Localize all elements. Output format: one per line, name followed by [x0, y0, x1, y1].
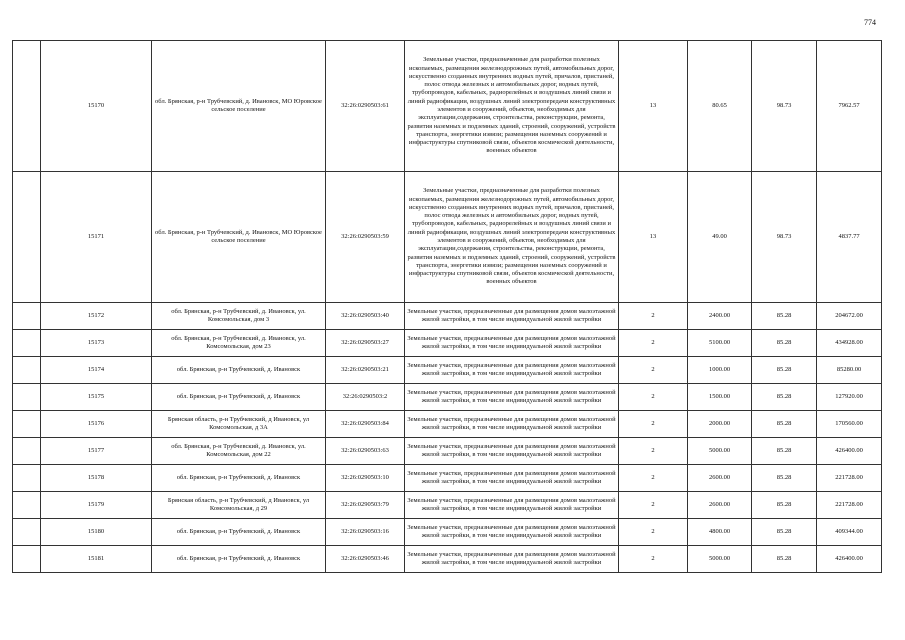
- row-number: 15181: [41, 546, 152, 573]
- cadastral-number-cell: 32:26:0290503:16: [326, 519, 405, 546]
- cadastral-value-cell: 221728.00: [817, 465, 882, 492]
- address-cell: обл. Брянская, р-н Трубчевский, д. Ивановск: [152, 357, 326, 384]
- area-cell: 2000.00: [688, 411, 752, 438]
- land-use-purpose-cell: Земельные участки, предназначенные для разработки полезных ископаемых, размещения железнодорожных путей, автомобильных дорог, искусственно созданных внутренних водных путей, причалов, пристаней, полос отвода железных и автомобильных дорог, водных путей, трубопроводов, кабельных, радиорелейных и воздушных линий связи и линий радиофикации, воздушных линий электропередачи конструктивных элементов и сооружений, объектов, необходимых для эксплуатации,содержания, строительства, реконструкции, ремонта, развития наземных и подземных зданий, строений, сооружений, устройств транспорта, энергетики иэвязи; размещения наземных сооружений и инфраструктуры спутниковой связи, объектов космической деятельности, военных объектов: [405, 41, 619, 172]
- specific-value-cell: 85.28: [752, 546, 817, 573]
- land-use-group-cell: 13: [619, 41, 688, 172]
- land-use-purpose-cell: Земельные участки, предназначенные для размещения домов малоэтажной жилой застройки, в том числе индивидуальной жилой застройки: [405, 438, 619, 465]
- land-use-group-cell: 2: [619, 330, 688, 357]
- spacer: [13, 330, 41, 357]
- area-cell: 2600.00: [688, 492, 752, 519]
- cadastral-number-cell: 32:26:0290503:61: [326, 41, 405, 172]
- land-use-group-cell: 2: [619, 411, 688, 438]
- land-use-group-cell: 2: [619, 357, 688, 384]
- row-number: 15171: [41, 172, 152, 303]
- land-use-purpose-cell: Земельные участки, предназначенные для размещения домов малоэтажной жилой застройки, в том числе индивидуальной жилой застройки: [405, 465, 619, 492]
- row-number: 15174: [41, 357, 152, 384]
- land-use-group-cell: 2: [619, 492, 688, 519]
- table-row: [13, 546, 882, 573]
- specific-value-cell: 85.28: [752, 330, 817, 357]
- cadastral-value-cell: 7962.57: [817, 41, 882, 172]
- row-number: 15170: [41, 41, 152, 172]
- land-use-purpose-cell: Земельные участки, предназначенные для размещения домов малоэтажной жилой застройки, в том числе индивидуальной жилой застройки: [405, 357, 619, 384]
- cadastral-number-cell: 32:26:0290503:2: [326, 384, 405, 411]
- cadastral-number-cell: 32:26:0290503:46: [326, 546, 405, 573]
- row-number: 15180: [41, 519, 152, 546]
- cadastral-value-cell: 221728.00: [817, 492, 882, 519]
- address-cell: обл. Брянская, р-н Трубчевский, д. Ивановск, ул. Комсомольская, дом 22: [152, 438, 326, 465]
- cadastral-value-cell: 426400.00: [817, 546, 882, 573]
- address-cell: обл. Брянская, р-н Трубчевский, д. Ивановск, ул. Комсомольская, дом 3: [152, 303, 326, 330]
- area-cell: 2600.00: [688, 465, 752, 492]
- land-use-purpose-cell: Земельные участки, предназначенные для размещения домов малоэтажной жилой застройки, в том числе индивидуальной жилой застройки: [405, 492, 619, 519]
- area-cell: 5000.00: [688, 546, 752, 573]
- cadastral-number-cell: 32:26:0290503:59: [326, 172, 405, 303]
- spacer: [13, 172, 41, 303]
- table-row: [13, 303, 882, 330]
- address-cell: обл. Брянская, р-н Трубчевский, д. Ивановск: [152, 519, 326, 546]
- land-use-purpose-cell: Земельные участки, предназначенные для размещения домов малоэтажной жилой застройки, в том числе индивидуальной жилой застройки: [405, 330, 619, 357]
- land-use-group-cell: 2: [619, 546, 688, 573]
- cadastral-value-cell: 204672.00: [817, 303, 882, 330]
- cadastral-number-cell: 32:26:0290503:63: [326, 438, 405, 465]
- cadastral-value-cell: 4837.77: [817, 172, 882, 303]
- specific-value-cell: 85.28: [752, 384, 817, 411]
- address-cell: Брянская область, р-н Трубчевский, д Ивановск, ул Комсомольская, д 29: [152, 492, 326, 519]
- address-cell: обл. Брянская, р-н Трубчевский, д. Ивановск: [152, 465, 326, 492]
- specific-value-cell: 85.28: [752, 357, 817, 384]
- spacer: [13, 384, 41, 411]
- table-row: [13, 357, 882, 384]
- spacer: [13, 492, 41, 519]
- cadastral-number-cell: 32:26:0290503:10: [326, 465, 405, 492]
- specific-value-cell: 85.28: [752, 303, 817, 330]
- specific-value-cell: 98.73: [752, 41, 817, 172]
- cadastral-number-cell: 32:26:0290503:21: [326, 357, 405, 384]
- area-cell: 5000.00: [688, 438, 752, 465]
- land-use-group-cell: 2: [619, 384, 688, 411]
- address-cell: обл. Брянская, р-н Трубчевский, д. Ивановск, ул. Комсомольская, дом 23: [152, 330, 326, 357]
- area-cell: 5100.00: [688, 330, 752, 357]
- row-number: 15175: [41, 384, 152, 411]
- address-cell: обл. Брянская, р-н Трубчевский, д. Ивановск: [152, 384, 326, 411]
- table-row: [13, 492, 882, 519]
- spacer: [13, 465, 41, 492]
- row-number: 15176: [41, 411, 152, 438]
- table-row: [13, 172, 882, 303]
- cadastral-number-cell: 32:26:0290503:79: [326, 492, 405, 519]
- address-cell: обл. Брянская, р-н Трубчевский, д. Ивановск, МО Юровское сельское поселение: [152, 172, 326, 303]
- address-cell: обл. Брянская, р-н Трубчевский, д. Ивановск, МО Юровское сельское поселение: [152, 41, 326, 172]
- row-number: 15172: [41, 303, 152, 330]
- row-number: 15179: [41, 492, 152, 519]
- land-use-purpose-cell: Земельные участки, предназначенные для размещения домов малоэтажной жилой застройки, в том числе индивидуальной жилой застройки: [405, 384, 619, 411]
- spacer: [13, 411, 41, 438]
- table-row: [13, 384, 882, 411]
- page-number: 774: [864, 18, 876, 27]
- specific-value-cell: 85.28: [752, 438, 817, 465]
- cadastral-value-cell: 127920.00: [817, 384, 882, 411]
- table-row: [13, 465, 882, 492]
- land-use-group-cell: 2: [619, 303, 688, 330]
- land-use-group-cell: 13: [619, 172, 688, 303]
- area-cell: 2400.00: [688, 303, 752, 330]
- cadastral-number-cell: 32:26:0290503:84: [326, 411, 405, 438]
- land-use-group-cell: 2: [619, 519, 688, 546]
- cadastral-number-cell: 32:26:0290503:27: [326, 330, 405, 357]
- area-cell: 4800.00: [688, 519, 752, 546]
- spacer: [13, 41, 41, 172]
- land-use-group-cell: 2: [619, 438, 688, 465]
- land-use-group-cell: 2: [619, 465, 688, 492]
- specific-value-cell: 85.28: [752, 519, 817, 546]
- area-cell: 1500.00: [688, 384, 752, 411]
- table-row: [13, 41, 882, 172]
- cadastral-number-cell: 32:26:0290503:40: [326, 303, 405, 330]
- table-row: [13, 330, 882, 357]
- land-use-purpose-cell: Земельные участки, предназначенные для размещения домов малоэтажной жилой застройки, в том числе индивидуальной жилой застройки: [405, 519, 619, 546]
- cadastral-value-cell: 426400.00: [817, 438, 882, 465]
- area-cell: 80.65: [688, 41, 752, 172]
- spacer: [13, 357, 41, 384]
- land-use-purpose-cell: Земельные участки, предназначенные для разработки полезных ископаемых, размещения железнодорожных путей, автомобильных дорог, искусственно созданных внутренних водных путей, причалов, пристаней, полос отвода железных и автомобильных дорог, водных путей, трубопроводов, кабельных, радиорелейных и воздушных линий связи и линий радиофикации, воздушных линий электропередачи конструктивных элементов и сооружений, объектов, необходимых для эксплуатации,содержания, строительства, реконструкции, ремонта, развития наземных и подземных зданий, строений, сооружений, устройств транспорта, энергетики иэвязи; размещения наземных сооружений и инфраструктуры спутниковой связи, объектов космической деятельности, военных объектов: [405, 172, 619, 303]
- specific-value-cell: 98.73: [752, 172, 817, 303]
- cadastral-value-cell: 170560.00: [817, 411, 882, 438]
- cadastral-value-cell: 434928.00: [817, 330, 882, 357]
- spacer: [13, 303, 41, 330]
- land-use-purpose-cell: Земельные участки, предназначенные для размещения домов малоэтажной жилой застройки, в том числе индивидуальной жилой застройки: [405, 546, 619, 573]
- row-number: 15178: [41, 465, 152, 492]
- spacer: [13, 438, 41, 465]
- address-cell: Брянская область, р-н Трубчевский, д Ивановск, ул Комсомольская, д 3А: [152, 411, 326, 438]
- spacer: [13, 519, 41, 546]
- cadastral-value-cell: 409344.00: [817, 519, 882, 546]
- row-number: 15173: [41, 330, 152, 357]
- specific-value-cell: 85.28: [752, 411, 817, 438]
- area-cell: 49.00: [688, 172, 752, 303]
- spacer: [13, 546, 41, 573]
- cadastral-value-cell: 85280.00: [817, 357, 882, 384]
- table-row: [13, 411, 882, 438]
- land-use-purpose-cell: Земельные участки, предназначенные для размещения домов малоэтажной жилой застройки, в том числе индивидуальной жилой застройки: [405, 303, 619, 330]
- land-use-purpose-cell: Земельные участки, предназначенные для размещения домов малоэтажной жилой застройки, в том числе индивидуальной жилой застройки: [405, 411, 619, 438]
- table-row: [13, 519, 882, 546]
- row-number: 15177: [41, 438, 152, 465]
- table-row: [13, 438, 882, 465]
- specific-value-cell: 85.28: [752, 465, 817, 492]
- address-cell: обл. Брянская, р-н Трубчевский, д. Ивановск: [152, 546, 326, 573]
- specific-value-cell: 85.28: [752, 492, 817, 519]
- area-cell: 1000.00: [688, 357, 752, 384]
- cadastral-value-table: [12, 40, 882, 573]
